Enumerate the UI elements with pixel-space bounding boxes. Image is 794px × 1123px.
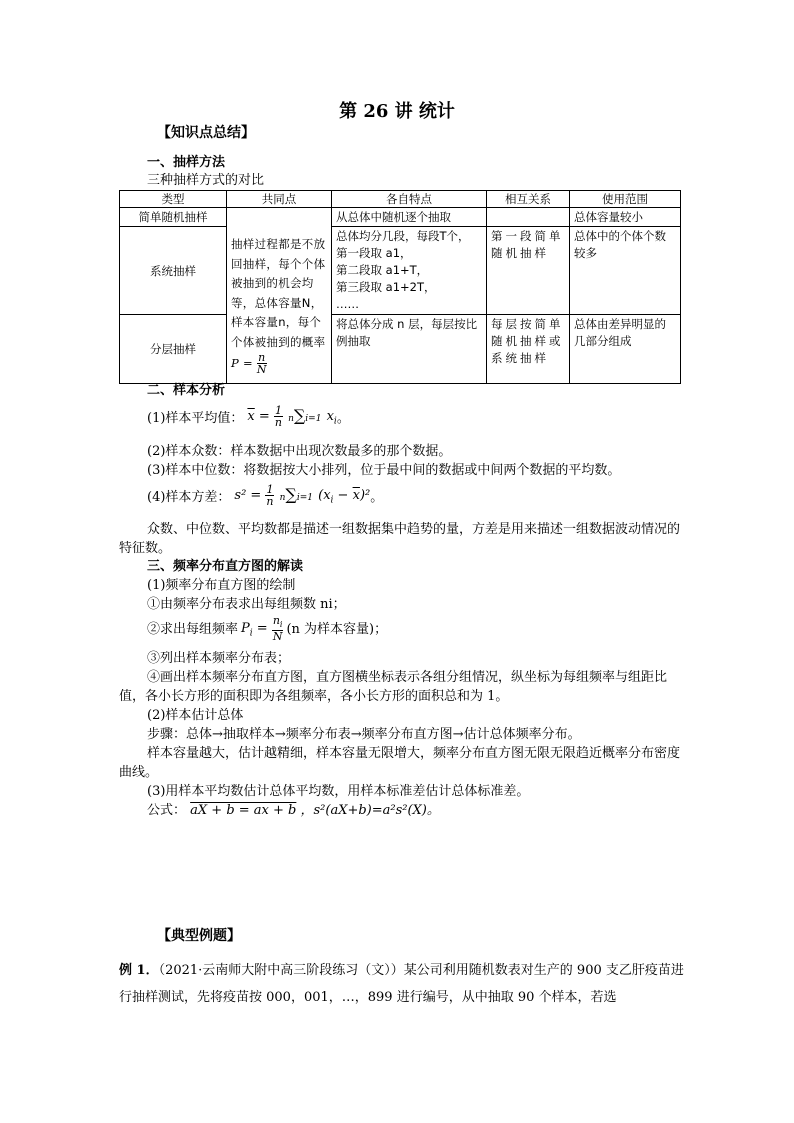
table-row — [120, 208, 681, 227]
sample-variance-line: (4)样本方差： s² = $\frac{1}{n}$ n∑i=1 $(x_i - \overline{x})^2$ 。 — [147, 480, 383, 514]
linear-variance-formula: ，s²(aX+b)=a²s²(X)。 — [300, 803, 440, 818]
sample-median-line: (3)样本中位数：将数据按大小排列，位于最中间的数据或中间两个数据的平均数。 — [147, 463, 621, 478]
header-relation: 相互关系 — [487, 191, 570, 208]
histogram-step-5: ④画出样本频率分布直方图，直方图横坐标表示各组分组情况，纵坐标为每组频率与组距比值，各小长方形的面积即为各组频率，各小长方形的面积总和为 1。 — [119, 670, 668, 704]
cell-type: 分层抽样 — [120, 315, 227, 384]
estimate-heading: (2)样本估计总体 — [147, 708, 244, 723]
header-common: 共同点 — [227, 191, 332, 208]
frequency-formula: $P_i$ = $\frac{n_i}{N}$ — [241, 613, 283, 643]
example-text: （2021·云南师大附中高三阶段练习（文））某公司利用随机数表对生产的 900 支乙肝疫苗进行抽样测试，先将疫苗按 000，001，…，899 进行编号，从中抽取 90 个样本，若选 — [119, 963, 684, 1005]
common-text: 抽样过程都是不放回抽样，每个个体被抽到的机会均等，总体容量N，样本容量n，每个个体被抽到的概率 — [231, 237, 326, 349]
cell-feature: 总体均分几段，每段T个， 第一段取 a1， 第二段取 a1+T， 第三段取 a1+2T， …… — [332, 227, 487, 315]
section-knowledge-heading: 【知识点总结】 — [157, 125, 255, 141]
sample-mean-line: (1)样本平均值： $\overline{x}$ = $\frac{1}{n}$ n∑i=1 $x_i$ 。 — [147, 401, 350, 435]
section-examples-heading: 【典型例题】 — [157, 928, 241, 944]
header-scope: 使用范围 — [570, 191, 681, 208]
sample-mode-line: (2)样本众数：样本数据中出现次数最多的那个数据。 — [147, 444, 452, 459]
estimate-paragraph: 样本容量越大，估计越精细，样本容量无限增大，频率分布直方图无限无限趋近概率分布密度曲线。 — [119, 746, 681, 780]
table-row — [120, 227, 681, 315]
paragraph-central-tendency: 众数、中位数、平均数都是描述一组数据集中趋势的量，方差是用来描述一组数据波动情况的特征数。 — [119, 522, 681, 556]
heading-sampling-methods: 一、抽样方法 — [147, 155, 226, 170]
histogram-step-1: (1)频率分布直方图的绘制 — [147, 578, 296, 593]
cell-relation: 每层按简单随机抽样或系统抽样 — [487, 315, 570, 384]
histogram-step-4: ③列出样本频率分布表； — [147, 651, 291, 666]
example-label: 例 1． — [119, 963, 159, 978]
cell-feature: 将总体分成 n 层，每层按比例抽取 — [332, 315, 487, 384]
example-1 — [119, 957, 685, 1011]
histogram-step-3: ②求出每组频率 $P_i$ = $\frac{n_i}{N}$ (n 为样本容量)； — [147, 613, 388, 643]
linear-mean-formula: aX + b = ax + b — [190, 803, 297, 818]
table-caption: 三种抽样方式的对比 — [147, 173, 265, 188]
histogram-step-2: ①由频率分布表求出每组频数 ni； — [147, 597, 346, 612]
sampling-comparison-table — [119, 190, 681, 384]
cell-feature: 从总体中随机逐个抽取 — [332, 208, 487, 227]
estimate-steps: 步骤：总体→抽取样本→频率分布表→频率分布直方图→估计总体频率分布。 — [147, 727, 581, 742]
cell-type: 简单随机抽样 — [120, 208, 227, 227]
probability-formula: P = $\frac{n}{N}$ — [231, 351, 267, 376]
table-header-row — [120, 191, 681, 208]
cell-scope: 总体由差异明显的几部分组成 — [570, 315, 681, 384]
cell-relation: 第一段简单随机抽样 — [487, 227, 570, 315]
heading-histogram: 三、频率分布直方图的解读 — [147, 559, 304, 574]
header-feature: 各自特点 — [332, 191, 487, 208]
table-row — [120, 315, 681, 384]
variance-formula: s² = $\frac{1}{n}$ n∑i=1 $(x_i - \overline{x})^2$ — [234, 482, 371, 508]
header-type: 类型 — [120, 191, 227, 208]
cell-common — [227, 208, 332, 384]
cell-type: 系统抽样 — [120, 227, 227, 315]
heading-sample-analysis: 二、样本分析 — [147, 383, 226, 398]
page-title: 第 26 讲 统计 — [339, 101, 455, 122]
cell-scope: 总体容量较小 — [570, 208, 681, 227]
cell-relation — [487, 208, 570, 227]
cell-scope: 总体中的个体个数较多 — [570, 227, 681, 315]
mean-formula: $\overline{x}$ = $\frac{1}{n}$ n∑i=1 $x_i$ — [247, 403, 337, 429]
estimate-mean-std: (3)用样本平均数估计总体平均数，用样本标准差估计总体标准差。 — [147, 784, 530, 799]
formula-line: 公式： aX + b = ax + b ，s²(aX+b)=a²s²(X)。 — [147, 803, 440, 818]
